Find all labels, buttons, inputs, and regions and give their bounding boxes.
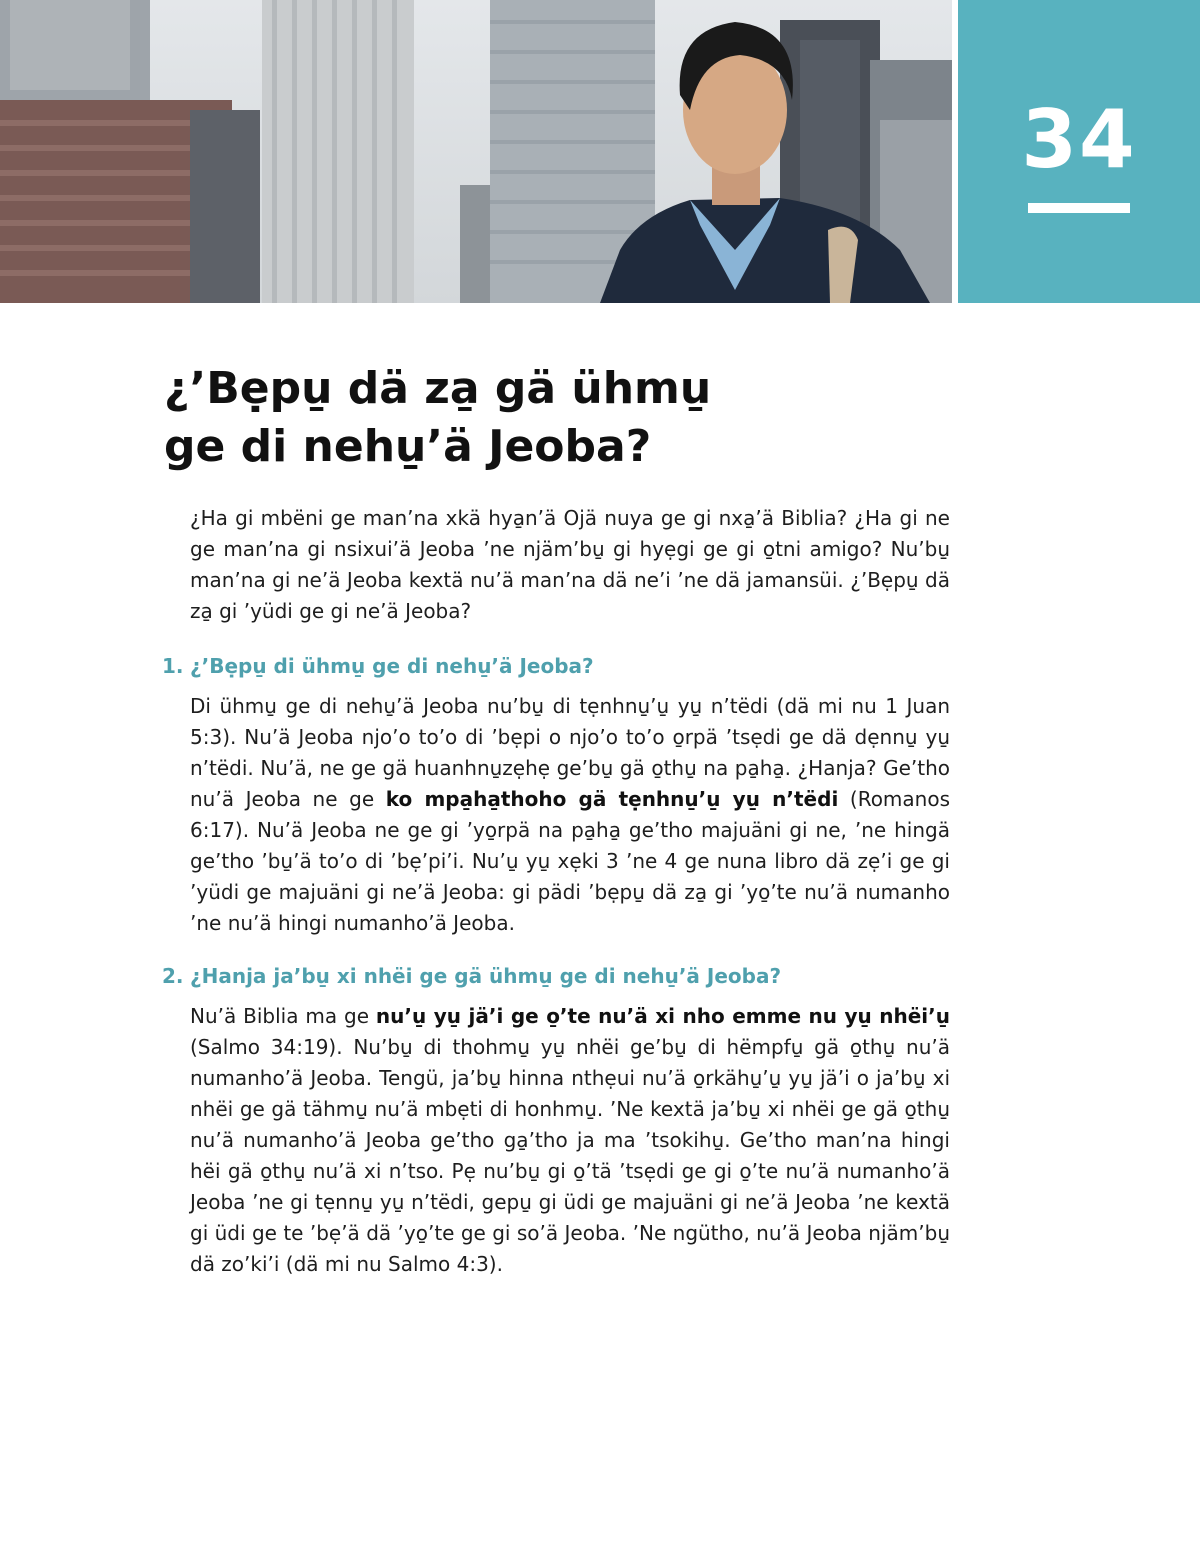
city-skyline-illustration [0, 0, 952, 303]
page-title-line-1: ¿’Bẹpu̱ dä za̱ gä ühmu̱ [164, 363, 712, 414]
section-1-answer [190, 691, 950, 939]
page-title [164, 360, 924, 476]
section-2-text-a: Nu’ä Biblia ma ge [190, 1004, 376, 1028]
section-1-number: 1. [162, 654, 184, 678]
section-1-text-b: (Romanos 6:17). Nu’ä Jeoba ne ge gi ’yo̱rpä na pa̱ha̱ ge’tho majuäni gi ne, ’ne hingä ge’tho ’bu̱’ä to’o di ’bẹ’pi’i. Nu’u̱ yu̱ xẹki 3 ’ne 4 ge nuna libro dä zẹ’i ge gi ’yüdi ge majuäni gi ne’ä Jeoba: gi pädi ’bẹpu̱ dä za̱ gi ’yo̱’te nu’ä numanho ’ne nu’ä hingi numanho’ä Jeoba. [190, 787, 951, 935]
section-1-bold-text: ko mpa̱ha̱thoho gä tẹnhnu̱’u̱ yu̱ n’tëdi [385, 787, 839, 811]
lesson-number: 34 [1021, 93, 1137, 186]
section-2-question [162, 961, 950, 991]
section-1-question-text: ¿’Bẹpu̱ di ühmu̱ ge di nehu̱’ä Jeoba? [190, 654, 594, 678]
section-2-question-text: ¿Hanja ja’bu̱ xi nhëi ge gä ühmu̱ ge di nehu̱’ä Jeoba? [190, 964, 782, 988]
lesson-number-block [958, 0, 1200, 303]
section-2-text-b: (Salmo 34:19). Nu’bu̱ di thohmu̱ yu̱ nhëi ge’bu̱ di hëmpfu̱ gä o̱thu̱ nu’ä numanho’ä Jeoba. Tengü, ja’bu̱ hinna nthẹui nu’ä o̱rkähu̱’u̱ yu̱ jä’i o ja’bu̱ xi nhëi ge gä tähmu̱ nu’ä mbẹti di honhmu̱. ’Ne kextä ja’bu̱ xi nhëi ge gä o̱thu̱ nu’ä numanho’ä Jeoba ge’tho ga̱’tho ja ma ’tsokihu̱. Ge’tho man’na hingi hëi gä o̱thu̱ nu’ä xi n’tso. Pẹ nu’bu̱ gi o̱’tä ’tsẹdi ge gi o̱’te nu’ä numanho’ä Jeoba ’ne gi tẹnnu̱ yu̱ n’tëdi, gepu̱ gi üdi ge majuäni gi ne’ä Jeoba ’ne kextä gi üdi ge te ’bẹ’ä dä ’yo̱’te ge gi so’ä Jeoba. ’Ne ngütho, nu’ä Jeoba njäm’bu̱ dä zo’ki’i (dä mi nu Salmo 4:3). [190, 1035, 950, 1276]
hero-photo [0, 0, 952, 303]
section-1-text-a: Di ühmu̱ ge di nehu̱’ä Jeoba nu’bu̱ di tẹnhnu̱’u̱ yu̱ n’tëdi (dä mi nu 1 Juan 5:3). Nu’ä Jeoba njo’o to’o di ’bẹpi o njo’o to’o o̱rpä ’tsẹdi ge dä dẹnnu̱ yu̱ n’tëdi. Nu’ä, ne ge gä huanhnu̱zẹhẹ ge’bu̱ gä o̱thu̱ na pa̱ha̱. ¿Hanja? Ge’tho nu’ä Jeoba ne ge [190, 694, 950, 811]
section-1-question [162, 651, 950, 681]
lesson-body [162, 503, 951, 1302]
section-2-answer [190, 1001, 950, 1280]
section-2-number: 2. [162, 964, 184, 988]
lesson-number-underline [1028, 203, 1130, 213]
section-2-bold-text: nu’u̱ yu̱ jä’i ge o̱’te nu’ä xi nho emme nu yu̱ nhëi’u̱ [375, 1004, 950, 1028]
page-title-line-2: ge di nehu̱’ä Jeoba? [164, 421, 652, 472]
intro-paragraph: ¿Ha gi mbëni ge man’na xkä hya̱n’ä Ojä nuya ge gi nxa̱’ä Biblia? ¿Ha gi ne ge man’na gi nsixui’ä Jeoba ’ne njäm’bu̱ gi hyẹgi ge gi o̱tni amigo? Nu’bu̱ man’na gi ne’ä Jeoba kextä nu’ä man’na dä ne’i ’ne dä jamansüi. ¿’Bẹpu̱ dä za̱ gi ’yüdi ge gi ne’ä Jeoba? [190, 506, 950, 623]
